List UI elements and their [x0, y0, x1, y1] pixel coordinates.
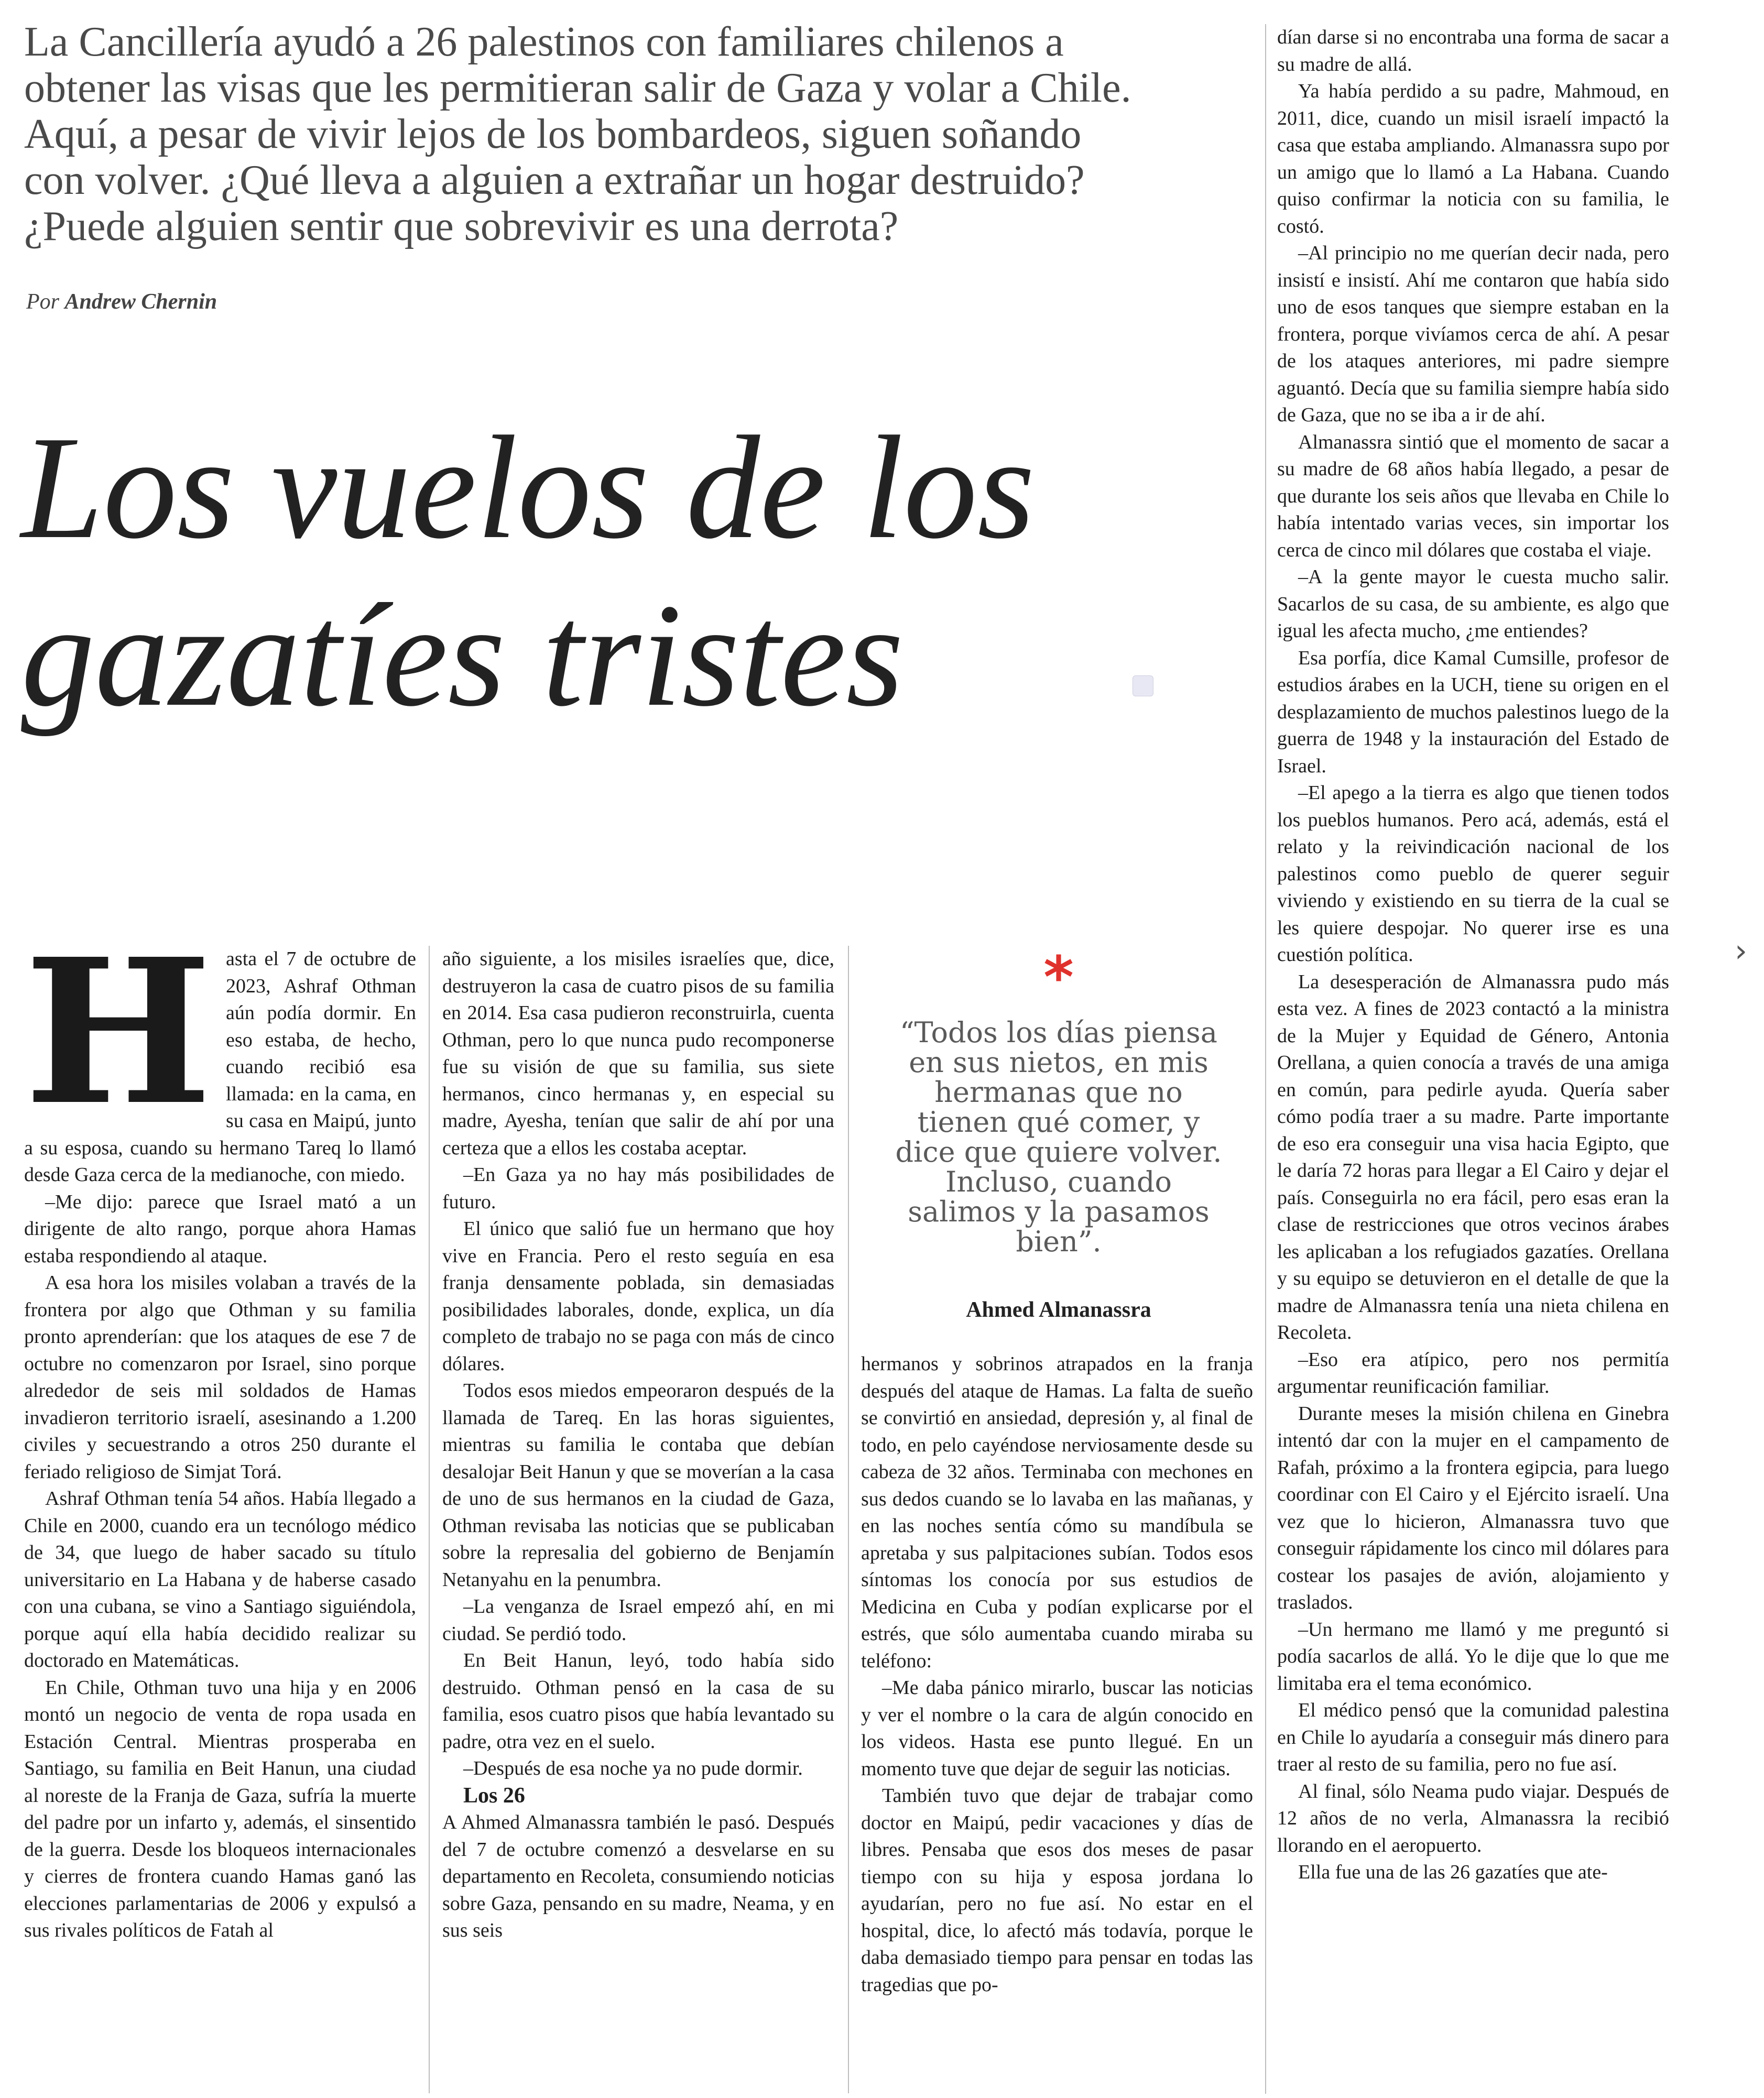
paragraph: –En Gaza ya no hay más posibilidades de futuro.	[442, 1164, 834, 1213]
paragraph: El médico pensó que la comunidad palestina en Chile lo ayudaría a conseguir más dinero para traer al resto de su familia, pero no fue así.	[1277, 1699, 1669, 1775]
paragraph: Al final, sólo Neama pudo viajar. Después de 12 años de no verla, Almanassra la recibió llorando en el aeropuerto.	[1277, 1780, 1669, 1856]
paragraph: En Chile, Othman tuvo una hija y en 2006 montó un negocio de venta de ropa usada en Estación Central. Mientras prosperaba en Santiago, su familia en Beit Hanun, una ciudad al noreste de la Franja de Gaza, sufría la muerte del padre por un infarto y, además, el sinsentido de la guerra. Desde los bloqueos internacionales y cierres de frontera cuando Hamas ganó las elecciones parlamentarias de 2006 y expulsó a sus rivales políticos de Fatah al	[24, 1676, 416, 1941]
deck-line: con volver. ¿Qué lleva a alguien a extrañar un hogar destruido?	[24, 157, 1085, 203]
paragraph: Durante meses la misión chilena en Ginebra intentó dar con la mujer en el campamento de Rafah, próximo a la frontera egipcia, para luego coordinar con El Cairo y el Ejército israelí. Una vez que lo hicieron, Almanassra tuvo que conseguir rápidamente los cinco mil dólares para costear los pasajes de avión, alojamiento y traslados.	[1277, 1402, 1669, 1613]
paragraph: Todos esos miedos empeoraron después de la llamada de Tareq. En las horas siguientes, mientras su familia le contaba que debían desalojar Beit Hanun y que se moverían a la casa de uno de sus hermanos en la ciudad de Gaza, Othman revisaba las noticias que se publicaban sobre la represalia del gobierno de Benjamín Netanyahu en la penumbra.	[442, 1380, 834, 1591]
asterisk-icon: *	[1043, 944, 1074, 1011]
pull-quote-author: Ahmed Almanassra	[966, 1298, 1151, 1322]
headline-line-1: Los vuelos de los	[21, 406, 1035, 569]
column-divider	[1265, 24, 1266, 2094]
article-column-4	[1277, 24, 1669, 2094]
paragraph: A esa hora los misiles volaban a través de la frontera por algo que Othman y su familia pronto aprenderían: que los ataques de ese 7 de octubre no comenzaron por Israel, sino porque alrededor de seis mil soldados de Hamas invadieron territorio israelí, asesinando a 1.200 civiles y secuestrando a otros 250 durante el feriado religioso de Simjat Torá.	[24, 1272, 416, 1483]
paragraph: –Un hermano me llamó y me preguntó si podía sacarlos de allá. Yo le dije que lo que me limitaba era el tema económico.	[1277, 1618, 1669, 1695]
paragraph: –Al principio no me querían decir nada, pero insistí e insistí. Ahí me contaron que había sido uno de esos tanques que siempre estaban en la frontera, porque vivíamos cerca de ahí. A pesar de los ataques anteriores, mi padre siempre aguantó. Decía que su familia siempre había sido de Gaza, que no se iba a ir de ahí.	[1277, 242, 1669, 426]
paragraph: A Ahmed Almanassra también le pasó. Después del 7 de octubre comenzó a desvelarse en su departamento en Recoleta, consumiendo noticias sobre Gaza, pensando en su madre, Neama, y en sus seis	[442, 1811, 834, 1941]
article-deck	[24, 19, 1245, 249]
paragraph: –Después de esa noche ya no pude dormir.	[463, 1757, 803, 1779]
chevron-right-icon[interactable]: ›	[1735, 933, 1747, 969]
annotation-icon[interactable]	[1133, 675, 1153, 696]
headline	[21, 403, 1035, 739]
paragraph: Ya había perdido a su padre, Mahmoud, en 2011, dice, cuando un misil israelí impactó la casa que estaba ampliando. Almanassra supo por un amigo que lo llamó a La Habana. Cuando quiso confirmar la noticia con su familia, le costó.	[1277, 80, 1669, 237]
paragraph: –A la gente mayor le cuesta mucho salir. Sacarlos de su casa, de su ambiente, es algo que igual les afecta mucho, ¿me entiendes?	[1277, 566, 1669, 642]
paragraph: Esa porfía, dice Kamal Cumsille, profesor de estudios árabes en la UCH, tiene su origen en el desplazamiento de muchos palestinos luego de la guerra de 1948 y la instauración del Estado de Israel.	[1277, 647, 1669, 777]
paragraph: asta el 7 de octubre de 2023, Ashraf Othman aún podía dormir. En eso estaba, de hecho, cuando recibió esa llamada: en la cama, en su casa en Maipú, junto a su esposa, cuando su hermano Tareq lo llamó desde Gaza cerca de la medianoche, con miedo.	[24, 948, 416, 1186]
deck-line: Aquí, a pesar de vivir lejos de los bombardeos, siguen soñando	[24, 111, 1082, 157]
deck-line: obtener las visas que les permitieran salir de Gaza y volar a Chile.	[24, 65, 1131, 111]
paragraph: El único que salió fue un hermano que hoy vive en Francia. Pero el resto seguía en esa franja densamente poblada, sin demasiadas posibilidades laborales, donde, explica, un día completo de trabajo no se paga con más de cinco dólares.	[442, 1218, 834, 1375]
section-subhead: Los 26	[463, 1783, 525, 1808]
paragraph: hermanos y sobrinos atrapados en la franja después del ataque de Hamas. La falta de sueño se convirtió en ansiedad, depresión y, al final de todo, en pelo cayéndose nerviosamente desde su cabeza de 32 años. Terminaba con mechones en sus dedos cuando se lo lavaba en las mañanas, y en las noches sentía cómo su mandíbula se apretaba y sus palpitaciones subían. Todos esos síntomas los conocía por sus estudios de Medicina en Cuba y podían explicarse por el estrés, que sólo aumentaba cuando miraba su teléfono:	[861, 1353, 1253, 1672]
deck-line: La Cancillería ayudó a 26 palestinos con familiares chilenos a	[24, 19, 1064, 65]
paragraph: –Me daba pánico mirarlo, buscar las noticias y ver el nombre o la cara de algún conocido en los videos. Hasta ese punto llegué. En un momento tuve que dejar de seguir las noticias.	[861, 1677, 1253, 1780]
paragraph: La desesperación de Almanassra pudo más esta vez. A fines de 2023 contactó a la ministra de la Mujer y Equidad de Género, Antonia Orellana, a quien conocía a través de una amiga en común, para pedirle ayuda. Quería saber cómo podía traer a su madre. Parte importante de eso era conseguir una visa hacia Egipto, que le daría 72 horas para llegar a El Cairo y dejar el país. Conseguirla no era fácil, pero esas eran la clase de restricciones que otros vecinos árabes les aplicaban a los refugiados gazatíes. Orellana y su equipo se detuvieron en el detalle de que la madre de Almanassra tenía una nieta chilena en Recoleta.	[1277, 970, 1669, 1343]
paragraph: –La venganza de Israel empezó ahí, en mi ciudad. Se perdió todo.	[442, 1596, 834, 1645]
paragraph: –Me dijo: parece que Israel mató a un dirigente de alto rango, porque ahora Hamas estaba respondiendo al ataque.	[24, 1190, 416, 1267]
byline-prefix: Por	[26, 290, 59, 314]
paragraph: En Beit Hanun, leyó, todo había sido destruido. Othman pensó en la casa de su familia, esos cuatro pisos que había levantado su padre, otra vez en el suelo.	[442, 1649, 834, 1753]
column-divider	[848, 946, 849, 2093]
article-column-3	[861, 1351, 1253, 2095]
paragraph: Ashraf Othman tenía 54 años. Había llegado a Chile en 2000, cuando era un tecnólogo médico de 34, que luego de haber sacado su título universitario en La Habana y de haberse casado con una cubana, se vino a Santiago siguiéndola, porque aquí ella había decidido realizar su doctorado en Matemáticas.	[24, 1488, 416, 1671]
byline	[26, 289, 217, 314]
paragraph: Ella fue una de las 26 gazatíes que ate-	[1298, 1861, 1608, 1883]
pull-quote	[891, 944, 1226, 1323]
paragraph: –Eso era atípico, pero nos permitía argumentar reunificación familiar.	[1277, 1348, 1669, 1397]
column-divider	[429, 946, 430, 2093]
paragraph: –El apego a la tierra es algo que tienen todos los pueblos humanos. Pero acá, además, está el relato y la reivindicación nacional de los palestinos como pueblo de querer seguir viviendo y existiendo en su tierra de la cual se les quiere despojar. No querer irse es una cuestión política.	[1277, 782, 1669, 966]
deck-line: ¿Puede alguien sentir que sobrevivir es una derrota?	[24, 203, 899, 249]
article-column-1	[24, 946, 416, 2093]
paragraph: También tuvo que dejar de trabajar como doctor en Maipú, pedir vacaciones y días de libres. Pensaba que esos dos meses de pasar tiempo con su hija y esposa jordana lo ayudarían, pero no fue así. No estar en el hospital, dice, lo afectó más todavía, porque le daba demasiado tiempo para pensar en todas las tragedias que po-	[861, 1785, 1253, 1996]
pull-quote-text: “Todos los días piensa en sus nietos, en mis hermanas que no tienen qué comer, y dice que quiere volver. Incluso, cuando salimos y la pasamos bien”.	[895, 1016, 1222, 1258]
drop-cap: H	[24, 946, 213, 1149]
paragraph: Almanassra sintió que el momento de sacar a su madre de 68 años había llegado, a pesar de que durante los seis años que llevaba en Chile lo había intentado varias veces, sin importar los cerca de cinco mil dólares que costaba el viaje.	[1277, 431, 1669, 561]
article-column-2	[442, 946, 834, 2093]
byline-author: Andrew Chernin	[64, 290, 217, 314]
paragraph: dían darse si no encontraba una forma de sacar a su madre de allá.	[1277, 26, 1669, 75]
paragraph: año siguiente, a los misiles israelíes que, dice, destruyeron la casa de cuatro pisos de su familia en 2014. Esa casa pudieron reconstruirla, cuenta Othman, pero lo que nunca pudo recomponerse fue su visión de que su familia, sus siete hermanos, cinco hermanas y, en especial su madre, Ayesha, tenían que salir de ahí por una certeza que a ellos les costaba aceptar.	[442, 948, 834, 1159]
headline-line-2: gazatíes tristes	[21, 573, 904, 737]
